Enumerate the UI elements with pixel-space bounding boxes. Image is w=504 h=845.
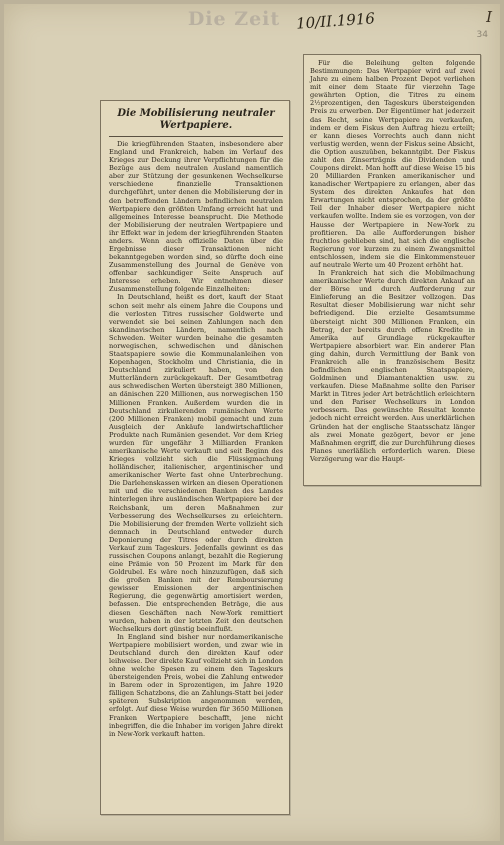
article-paragraph: Für die Beleihung gelten folgende Bestimmungen: Das Wertpapier wird auf zwei Jahre zu einem halben Prozent Depot verliehen mit einer dem Staate für vierzehn Tage gewährten Option, die Titres zu einem 2½prozentigen, den Tageskurs übersteigenden Preis zu erwerben. Der Eigentümer hat jederzeit das Recht, seine Wertpapiere zu verkaufen, indem er dem Fiskus den Auftrag hiezu erteilt; er kann dieses Vorrechts auch dann nicht verlustig werden, wenn der Fiskus seine Absicht, die Option auszuüben, bekanntgibt. Der Fiskus zahlt den Zinserträgnis die Dividenden und Coupons direkt. Man hofft auf diese Weise 15 bis 20 Milliarden Franken amerikanischer und kanadischer Wertpapiere zu erlangen, aber das System des direkten Ankaufes hat den Erwartungen nicht entsprochen, da der größte Teil der Inhaber dieser Wertpapiere nicht verkaufen wollte. Indem sie es vorzogen, von der Hausse der Wertpapiere in New-York zu profitieren. Da alle Aufforderungen bisher fruchtlos geblieben sind, hat sich die englische Regierung vor kurzem zu einem Zwangsmittel entschlossen, indem sie die Einkommensteuer auf neutrale Werte um 40 Prozent erhöht hat.	[310, 59, 475, 269]
article-paragraph: In Deutschland, heißt es dort, kauft der Staat schon seit mehr als einem Jahre die Coupons und die verlosten Titres russischer Goldwerte und verwendet sie bei seinen Zahlungen nach den skandinavischen Ländern, namentlich nach Schweden. Weiter wurden beinahe die gesamten norwegischen, schwedischen und dänischen Staatspapiere sowie die Kommunalanleihen von Kopenhagen, Stockholm und Christiania, die in Deutschland zirkuliert haben, von den Mutterländern zurückgekauft. Der Gesamtbetrag aus schwedischen Werten übersteigt 380 Millionen, an dänischen 220 Millionen, aus norwegischen 150 Millionen Franken. Außerdem wurden die in Deutschland zirkulierenden rumänischen Werte (200 Millionen Franken) mobil gemacht und zum Ausgleich der Ankäufe landwirtschaftlicher Produkte nach Rumänien gesendet. Vor dem Krieg wurden für ungefähr 3 Milliarden Franken amerikanische Werte verkauft und seit Beginn des Krieges vollzieht sich die Flüssigmachung holländischer, italienischer, argentinischer und amerikanischer Werte fast ohne Unterbrechung. Die Darlehenskassen wirken an diesen Operationen mit und die verschiedenen Banken des Landes hinterlegen ihre ausländischen Wertpapiere bei der Reichsbank, um deren Maßnahmen zur Verbesserung des Wechselkurses zu erleichtern. Die Mobilisierung der fremden Werte vollzieht sich demnach in Deutschland entweder durch Deponierung der Titres oder durch direkten Verkauf zum Tageskurs. Jedenfalls gewinnt es das russischen Coupons anlangt, bezahlt die Regierung eine Prämie von 50 Prozent im Mark für den Goldrubel. Es wäre noch hinzuzufügen, daß sich die großen Banken mit der Remboursierung gewisser Emissionen der argentinischen Regierung, die gegenwärtig amortisiert werden, befassen. Die entsprechenden Beträge, die aus diesen Geschäften nach New-York remittiert wurden, haben in der letzten Zeit den deutschen Wechselkurs dort günstig beeinflußt.	[109, 293, 283, 633]
article-headline: Die Mobilisierung neutraler Wertpapiere.	[117, 108, 275, 131]
article-column-right	[303, 54, 481, 486]
masthead: Die Zeit	[187, 8, 281, 30]
handwritten-date: 10/II.1916	[295, 9, 376, 33]
article-column-left	[100, 100, 290, 815]
headline-rule	[109, 136, 283, 137]
article-paragraph: In Frankreich hat sich die Mobilmachung amerikanischer Werte durch direkten Ankauf an der Börse und durch Aufforderung zur Einlieferung an die Besitzer vollzogen. Das Resultat dieser Mobilisierung war nicht sehr befriedigend. Die erzielte Gesamtsumme übersteigt nicht 300 Millionen Franken, ein Betrag, der bereits durch offene Kredite in Amerika auf Grundlage rückgekaufter Wertpapiere absorbiert war. Ein anderer Plan ging dahin, durch Vermittlung der Bank von Frankreich alle in französischem Besitz befindlichen englischen Staatspapiere, Goldminen und Diamantenaktien usw. zu verkaufen. Diese Maßnahme sollte den Pariser Markt in Titres jeder Art beträchtlich erleichtern und den Pariser Wechselkurs in London verbessern. Das gewünschte Resultat konnte jedoch nicht erreicht werden. Aus unerklärlichen Gründen hat der englische Staatsschatz länger als zwei Monate gezögert, bevor er jene Maßnahmen ergriff, die zur Durchführung dieses Planes unerläßlich erforderlich waren. Diese Verzögerung war die Haupt-	[310, 269, 475, 463]
article-paragraph: Die kriegführenden Staaten, insbesondere aber England und Frankreich, haben im Verlauf des Krieges zur Deckung ihrer Verpflichtungen für die Bezüge aus dem neutralen Ausland namentlich aber zur Stützung der gesunkenen Wechselkurse verschiedene finanzielle Transaktionen durchgeführt, unter denen die Mobilisierung der in den betreffenden Ländern befindlichen neutralen Wertpapiere den größten Umfang erreicht hat und allgemeines Interesse beansprucht. Die Methode der Mobilisierung der neutralen Wertpapiere und ihr Effekt war in jedem der kriegführenden Staaten anders. Wenn auch offizielle Daten über die Ergebnisse dieser Transaktionen nicht bekanntgegeben worden sind, so dürfte doch eine Zusammenstellung des Journal de Genève von offenbar sachkundiger Seite Anspruch auf Interesse erheben. Wir entnehmen dieser Zusammenstellung folgende Einzelheiten:	[109, 140, 283, 294]
handwritten-mark: I	[486, 8, 492, 26]
article-paragraph: In England sind bisher nur nordamerikanische Wertpapiere mobilisiert worden, und zwar wie in Deutschland durch den direkten Kauf oder leihweise. Der direkte Kauf vollzieht sich in London ohne welche Spesen zu einem den Tageskurs übersteigenden Preis, wobei die Zahlung entweder in Barem oder in Sprozentigen, im Jahre 1920 fälligen Schatzbons, die an Zahlungs-Statt bei jeder späteren Subskription angenommen werden, erfolgt. Auf diese Weise wurden für 3650 Millionen Franken Wertpapiere beschafft, jene nicht inbegriffen, die die Inhaber im vorigen Jahre direkt in New-York verkauft hatten.	[109, 632, 283, 738]
page-number: 34	[476, 30, 488, 40]
